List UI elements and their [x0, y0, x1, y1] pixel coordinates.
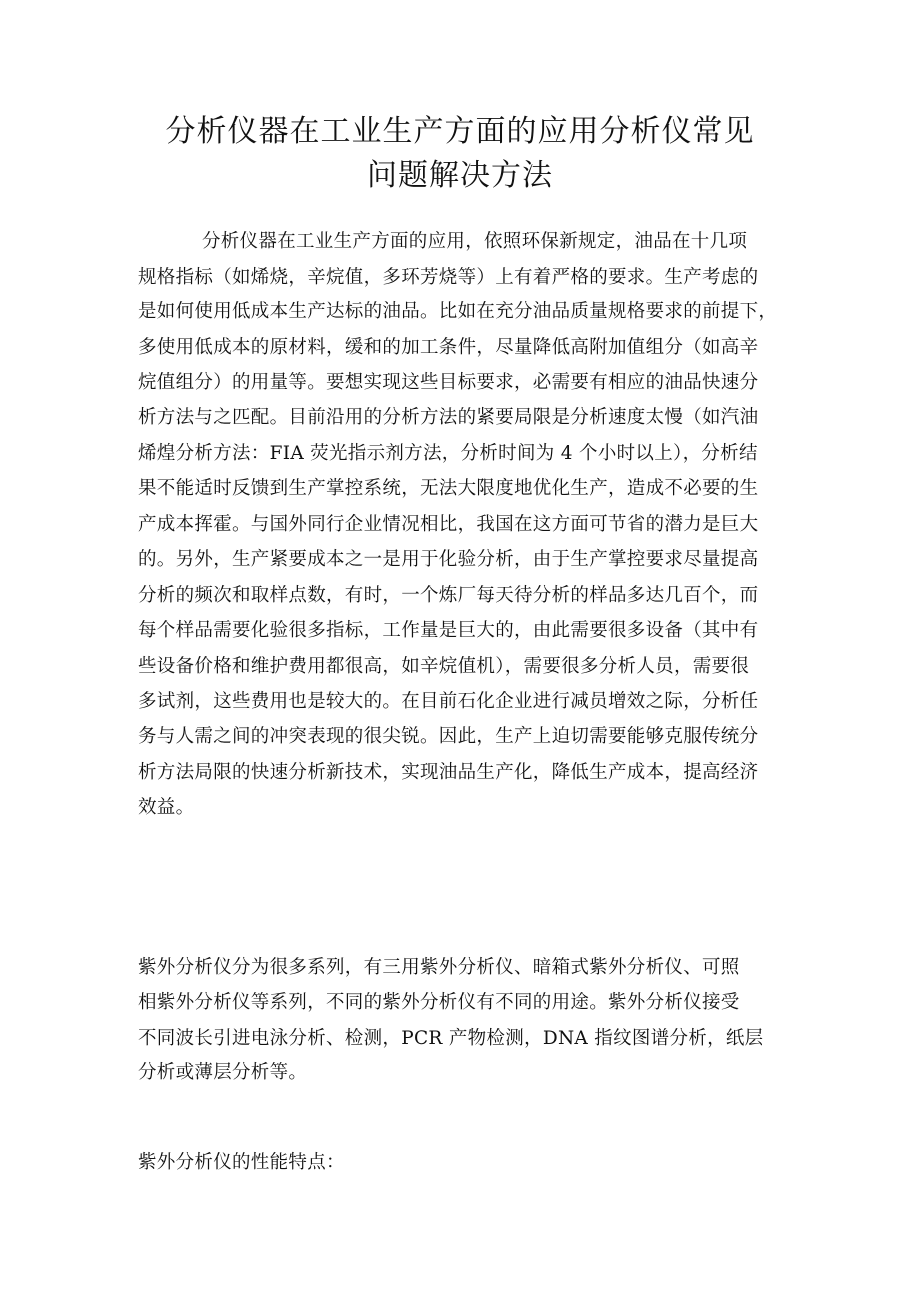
paragraph-line: 相紫外分析仪等系列，不同的紫外分析仪有不同的用途。紫外分析仪接受 — [138, 992, 740, 1013]
paragraph-line: 不同波长引进电泳分析、检测，PCR 产物检测，DNA 指纹图谱分析，纸层 — [138, 1028, 764, 1049]
paragraph-line: 析方法局限的快速分析新技术，实现油品生产化，降低生产成本，提高经济 — [138, 762, 759, 783]
paragraph-line: 多试剂，这些费用也是较大的。在目前石化企业进行减员增效之际，分析任 — [138, 691, 759, 712]
paragraph-line: 分析仪器在工业生产方面的应用，依照环保新规定，油品在十几项 — [202, 231, 748, 252]
paragraph-line: 果不能适时反馈到生产掌控系统，无法大限度地优化生产，造成不必要的生 — [138, 478, 759, 499]
paragraph-line: 务与人需之间的冲突表现的很尖锐。因此，生产上迫切需要能够克服传统分 — [138, 726, 759, 747]
paragraph-line: 多使用低成本的原材料，缓和的加工条件，尽量降低高附加值组分（如高辛 — [138, 337, 759, 358]
paragraph-line: 紫外分析仪分为很多系列，有三用紫外分析仪、暗箱式紫外分析仪、可照 — [138, 957, 740, 978]
paragraph-line: 分析或薄层分析等。 — [138, 1062, 308, 1083]
paragraph-line: 析方法与之匹配。目前沿用的分析方法的紧要局限是分析速度太慢（如汽油 — [138, 407, 759, 428]
paragraph-line: 规格指标（如烯烧，辛烷值，多环芳烧等）上有着严格的要求。生产考虑的 — [138, 267, 759, 288]
paragraph-line: 分析的频次和取样点数，有时，一个炼厂每天待分析的样品多达几百个，而 — [138, 585, 759, 606]
paragraph-line: 些设备价格和维护费用都很高，如辛烷值机），需要很多分析人员，需要很 — [138, 656, 750, 677]
paragraph-line: 产成本挥霍。与国外同行企业情况相比，我国在这方面可节省的潜力是巨大 — [138, 514, 759, 535]
paragraph-line: 是如何使用低成本生产达标的油品。比如在充分油品质量规格要求的前提下， — [138, 301, 778, 322]
document-title-line-2: 问题解决方法 — [367, 158, 553, 193]
section-heading-features: 紫外分析仪的性能特点： — [138, 1152, 345, 1173]
paragraph-line: 的。另外，生产紧要成本之一是用于化验分析，由于生产掌控要求尽量提高 — [138, 549, 759, 570]
paragraph-line: 烯煌分析方法：FIA 荧光指示剂方法，分析时间为 4 个小时以上），分析结 — [138, 443, 758, 464]
document-title-line-1: 分析仪器在工业生产方面的应用分析仪常见 — [165, 114, 755, 149]
paragraph-line: 每个样品需要化验很多指标，工作量是巨大的，由此需要很多设备（其中有 — [138, 620, 759, 641]
paragraph-line: 效益。 — [138, 797, 195, 818]
paragraph-line: 烷值组分）的用量等。要想实现这些目标要求，必需要有相应的油品快速分 — [138, 372, 759, 393]
